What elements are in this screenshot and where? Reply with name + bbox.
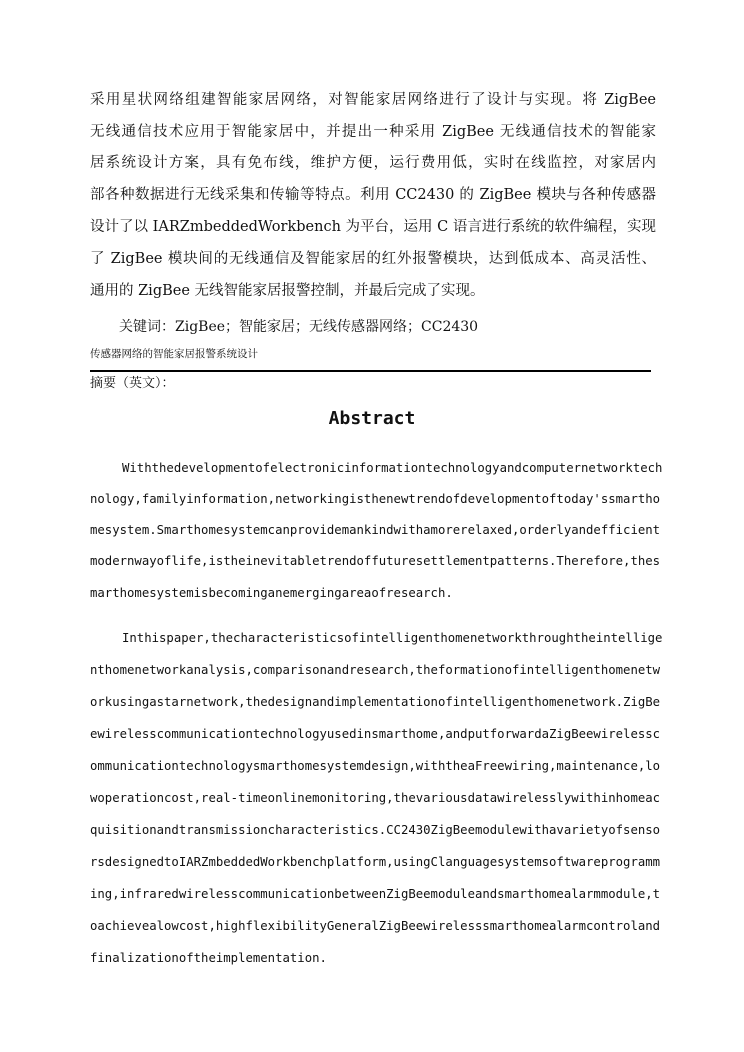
text-line: Withthedevelopmentofelectronicinformationtechnologyandcomputernetworktech [122,461,663,475]
text-line: oachievealowcost,highflexibilityGeneralZigBeewirelesssmarthomealarmcontroland [90,919,661,933]
text-line: modernwayoflife,istheinevitabletrendoffuturesettlementpatterns.Therefore,thes [90,554,661,568]
text-line: 了 ZigBee 模块间的无线通信及智能家居的红外报警模块，达到低成本、高灵活性、 [90,251,656,267]
text-line: 采用星状网络组建智能家居网络，对智能家居网络进行了设计与实现。将 ZigBee [90,92,656,108]
text-line: quisitionandtransmissioncharacteristics.CC2430ZigBeemodulewithavarietyofsenso [90,823,661,837]
text-line: 居系统设计方案，具有免布线，维护方便，运行费用低，实时在线监控，对家居内 [90,155,656,171]
keywords: 关键词：ZigBee；智能家居；无线传感器网络；CC2430 [119,319,479,335]
text-line: 通用的 ZigBee 无线智能家居报警控制，并最后完成了实现。 [90,283,485,299]
text-line: Inthispaper,thecharacteristicsofintelligenthomenetworkthroughtheintellige [122,631,663,645]
text-line: 部各种数据进行无线采集和传输等特点。利用 CC2430 的 ZigBee 模块与各种传感器 [90,187,656,203]
text-line: mesystem.Smarthomesystemcanprovidemankindwithamorerelaxed,orderlyandefficient [90,523,661,537]
text-line: marthomesystemisbecominganemergingareaofresearch. [90,586,453,600]
text-line: ing,infraredwirelesscommunicationbetweenZigBeemoduleandsmarthomealarmmodule,t [90,887,661,901]
english-abstract-label: 摘要（英文）： [90,376,175,391]
text-line: woperationcost,real-timeonlinemonitoring,thevariousdatawirelesslywithinhomeac [90,791,661,805]
running-header: 传感器网络的智能家居报警系统设计 [90,348,258,360]
text-line: ommunicationtechnologysmarthomesystemdesign,withtheaFreewiring,maintenance,lo [90,759,661,773]
text-line: 设计了以 IARZmbeddedWorkbench 为平台，运用 C 语言进行系统的软件编程，实现 [90,219,656,235]
text-line: nology,familyinformation,networkingisthenewtrendofdevelopmentoftoday'ssmartho [90,492,661,506]
text-line: 无线通信技术应用于智能家居中，并提出一种采用 ZigBee 无线通信技术的智能家 [90,124,656,140]
text-line: ewirelesscommunicationtechnologyusedinsmarthome,andputforwardaZigBeewirelessc [90,727,661,741]
text-line: orkusingastarnetwork,thedesignandimplementationofintelligenthomenetwork.ZigBe [90,695,661,709]
text-line: nthomenetworkanalysis,comparisonandresearch,theformationofintelligenthomenetw [90,663,661,677]
text-line: rsdesignedtoIARZmbeddedWorkbenchplatform,usingClanguagesystemsoftwareprogramm [90,855,661,869]
text-line: finalizationoftheimplementation. [90,951,327,965]
abstract-title: Abstract [328,408,416,429]
